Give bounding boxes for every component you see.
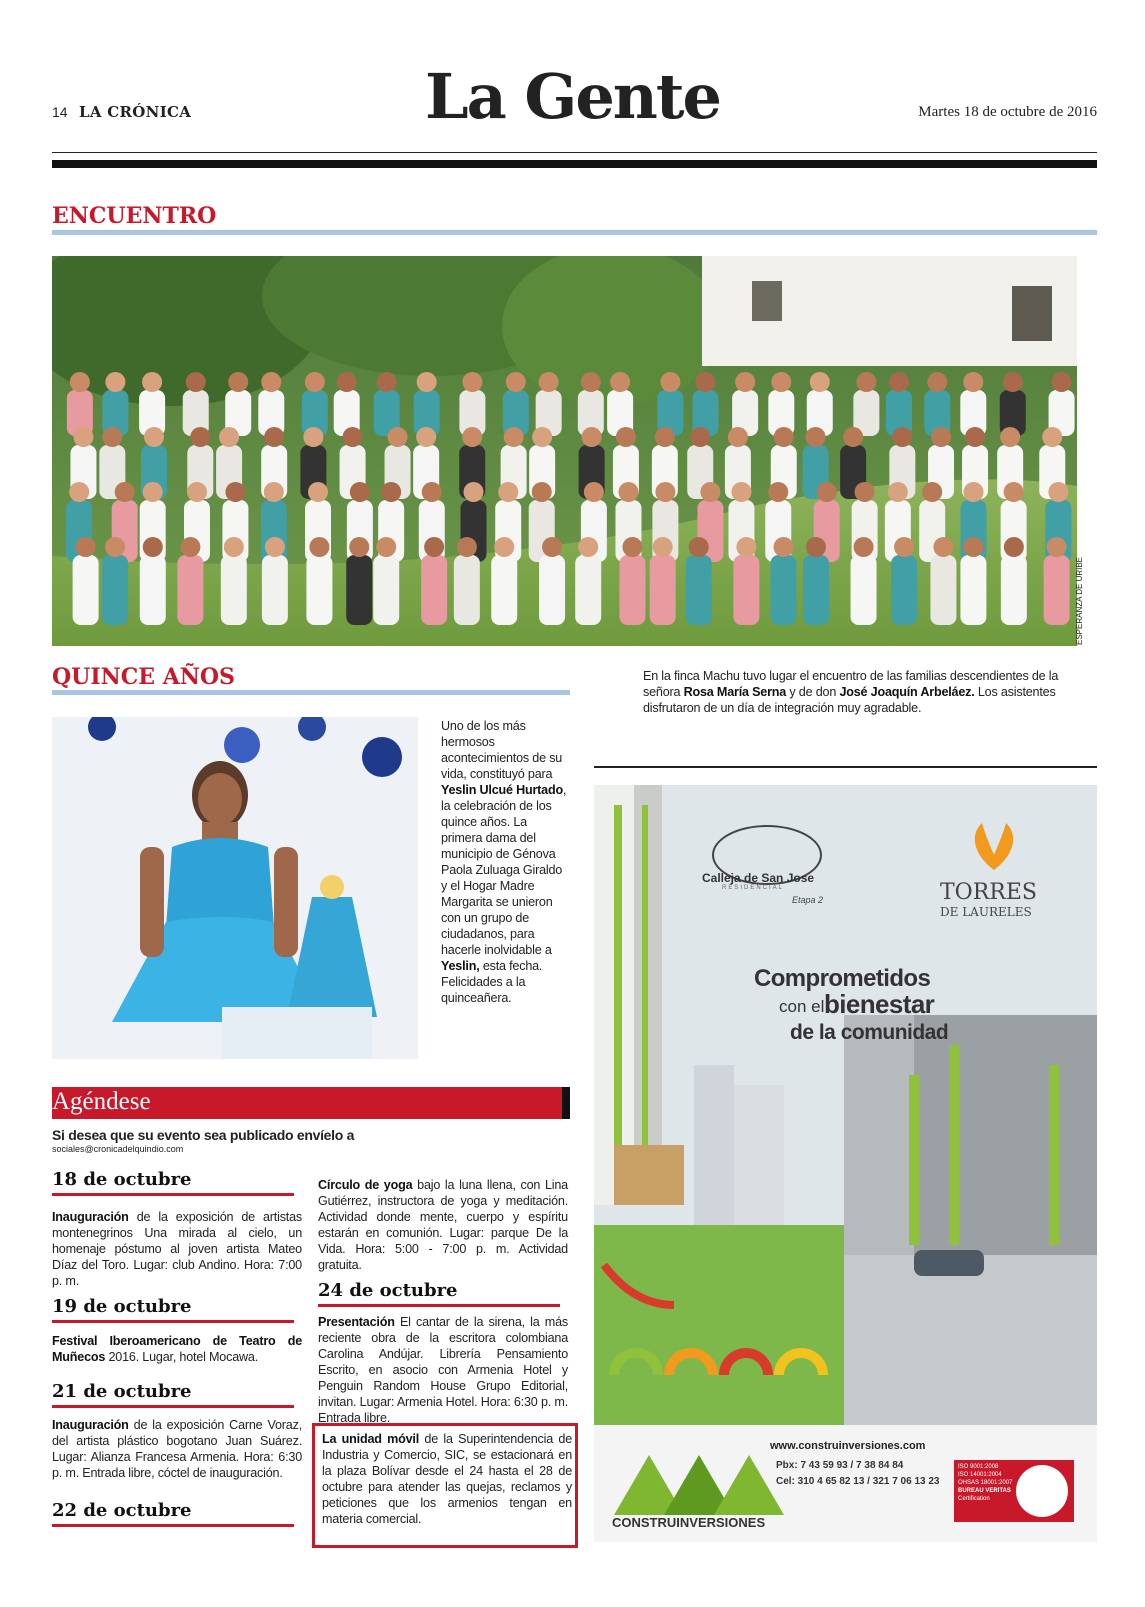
ad-cell: Cel: 310 4 65 82 13 / 321 7 06 13 23 bbox=[776, 1476, 940, 1487]
agenda-banner-cap bbox=[562, 1087, 570, 1119]
ad-phone: Pbx: 7 43 59 93 / 7 38 84 84 bbox=[776, 1460, 904, 1471]
date-heading-19: 19 de octubre bbox=[52, 1296, 192, 1317]
encuentro-caption: En la finca Machu tuvo lugar el encuentro de las familias descendientes de la señora Rosa María Serna y de don José Joaquín Arbeláez. Los asistentes disfrutaron de un día de integración muy agradable. bbox=[643, 669, 1059, 715]
section-title: La Gente bbox=[425, 60, 720, 133]
event-24: Presentación El cantar de la sirena, la más reciente obra de la escritora colombiana Carolina Andújar. Librería Pensamiento Escrito, en asocio con Armenia Hotel y Penguin Random House Grupo Editorial, invitan. Lugar: Armenia Hotel. Hora: 6:30 p. m. Entrada libre. bbox=[318, 1315, 568, 1425]
event-yoga: Círculo de yoga bajo la luna llena, con Lina Gutiérrez, instructora de yoga y meditación. Actividad donde mente, cuerpo y espíritu estarán en comunión. Lugar: parque De la Vida. Hora: 5:00 - 7:00 p. m. Actividad gratuita. bbox=[318, 1178, 568, 1272]
date-rule bbox=[52, 1524, 294, 1527]
date-heading-18: 18 de octubre bbox=[52, 1169, 192, 1190]
ad-slogan-4: de la comunidad bbox=[790, 1021, 949, 1044]
construinversiones-brand: CONSTRUINVERSIONES bbox=[612, 1515, 766, 1530]
page-number: 14 bbox=[52, 104, 68, 120]
advertisement bbox=[594, 785, 1097, 1542]
ad-rule bbox=[594, 766, 1097, 768]
event-sic-notice: La unidad móvil de la Superintendencia de Industria y Comercio, SIC, se estacionará en la plaza Bolívar desde el 24 hasta el 28 de octubre para atender las quejas, reclamos y peticiones que los armenios tengan en materia comercial. bbox=[322, 1432, 572, 1526]
calleja-logo-sub: RESIDENCIAL bbox=[722, 885, 785, 891]
issue-date: Martes 18 de octubre de 2016 bbox=[918, 104, 1097, 120]
agenda-email: sociales@cronicadelquindio.com bbox=[52, 1144, 184, 1154]
section-heading-quince: QUINCE AÑOS bbox=[52, 664, 235, 690]
calleja-etapa: Etapa 2 bbox=[792, 895, 824, 905]
group-photo bbox=[52, 256, 1077, 646]
event-19: Festival Iberoamericano de Teatro de Muñecos 2016. Lugar, hotel Mocawa. bbox=[52, 1334, 302, 1364]
date-rule bbox=[318, 1304, 560, 1307]
header-rule-thin bbox=[52, 152, 1097, 153]
ad-url: www.construinversiones.com bbox=[770, 1440, 926, 1452]
date-heading-24: 24 de octubre bbox=[318, 1280, 458, 1301]
date-rule bbox=[52, 1320, 294, 1323]
certification-badge: ISO 9001:2008 ISO 14001:2004 OHSAS 18001:2007 BUREAU VERITAS Certification bbox=[958, 1464, 1013, 1502]
torres-brand: TORRES bbox=[940, 880, 1037, 905]
section-rule bbox=[52, 230, 1097, 235]
ad-slogan-1: Comprometidos bbox=[754, 965, 931, 992]
header-rule-thick bbox=[52, 160, 1097, 168]
date-rule bbox=[52, 1405, 294, 1408]
date-heading-21: 21 de octubre bbox=[52, 1381, 192, 1402]
quinceanera-photo bbox=[52, 717, 418, 1059]
agenda-title: Agéndese bbox=[52, 1088, 151, 1115]
calleja-logo-text: Calleja de San Jose bbox=[702, 871, 815, 885]
date-rule bbox=[52, 1193, 294, 1196]
ad-slogan-3: bienestar bbox=[824, 989, 935, 1019]
event-18: Inauguración de la exposición de artistas montenegrinos Una mirada al cielo, un homenaje póstumo al joven artista Mateo Díaz del Toro. Lugar: club Andino. Hora: 7:00 p. m. bbox=[52, 1210, 302, 1288]
event-21: Inauguración de la exposición Carne Voraz, del artista plástico bogotano Juan Suárez. Lugar: Alianza Francesa Armenia. Hora: 6:30 p. m. Entrada libre, cóctel de inauguración. bbox=[52, 1418, 302, 1480]
agenda-subtitle: Si desea que su evento sea publicado envíelo a bbox=[52, 1127, 355, 1143]
quince-text: Uno de los más hermosos acontecimientos de su vida, constituyó para Yeslin Ulcué Hurtado, la celebración de los quince años. La primera dama del municipio de Génova Paola Zuluaga Giraldo y el Hogar Madre Margarita se unieron con un grupo de ciudadanos, para hacerle inolvidable a Yeslin, esta fecha. Felicidades a la quinceañera. bbox=[441, 719, 567, 1005]
torres-flower-icon bbox=[964, 815, 1024, 875]
torres-sub: DE LAURELES bbox=[940, 905, 1032, 919]
ad-slogan-2: con el bbox=[779, 997, 825, 1016]
section-rule bbox=[52, 690, 570, 695]
date-heading-22: 22 de octubre bbox=[52, 1500, 192, 1521]
photo-credit: ESPERANZA DE URIBE bbox=[1075, 556, 1084, 645]
section-heading-encuentro: ENCUENTRO bbox=[52, 203, 217, 229]
publication-name: LA CRÓNICA bbox=[79, 103, 192, 121]
